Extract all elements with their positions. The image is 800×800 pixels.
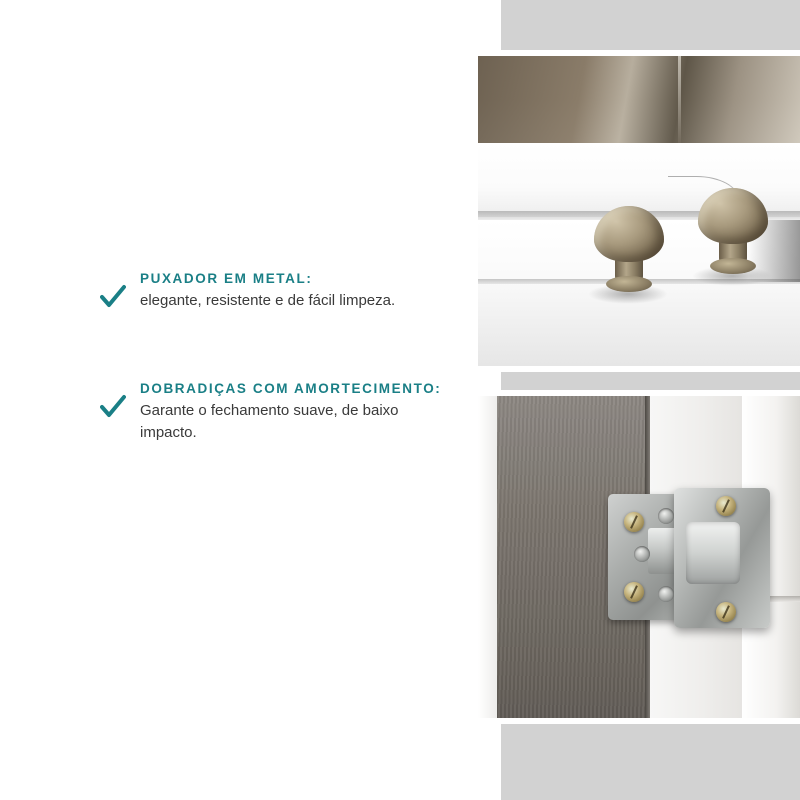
photo-frame-bottom — [472, 366, 800, 372]
photo-frame-left — [472, 50, 478, 372]
screw — [716, 602, 736, 622]
knob-base — [710, 258, 756, 274]
feature-description: Garante o fechamento suave, de baixo impacto. — [140, 402, 399, 441]
screw — [716, 496, 736, 516]
feature-item-dobradicas — [100, 380, 460, 444]
hinge-hole — [658, 586, 674, 602]
metal-knob-photo — [478, 56, 800, 366]
hinge-hole — [634, 546, 650, 562]
screw — [624, 512, 644, 532]
hinge-hole — [658, 508, 674, 524]
check-icon — [100, 394, 126, 420]
feature-item-puxador — [100, 270, 460, 312]
hinge-cup — [686, 522, 740, 584]
feature-title: DOBRADIÇAS COM AMORTECIMENTO: — [140, 380, 442, 396]
feature-title: PUXADOR EM METAL: — [140, 271, 313, 286]
photo-frame-top — [478, 50, 800, 56]
feature-list — [100, 260, 460, 512]
hinge-photo — [478, 396, 800, 718]
screw — [624, 582, 644, 602]
photo2-frame-top — [472, 390, 800, 396]
left-white-edge — [478, 396, 499, 718]
mirror-seam — [678, 56, 681, 149]
knob-cap — [594, 206, 664, 262]
mirror-reflection — [478, 56, 800, 149]
feature-description: elegante, resistente e de fácil limpeza. — [140, 292, 396, 310]
knob-cap — [698, 188, 768, 244]
knob-right — [698, 188, 768, 280]
photo2-frame-bottom — [472, 718, 800, 724]
photo2-frame-left — [472, 390, 478, 724]
knob-left — [594, 206, 664, 298]
check-icon — [100, 284, 126, 310]
knob-base — [606, 276, 652, 292]
